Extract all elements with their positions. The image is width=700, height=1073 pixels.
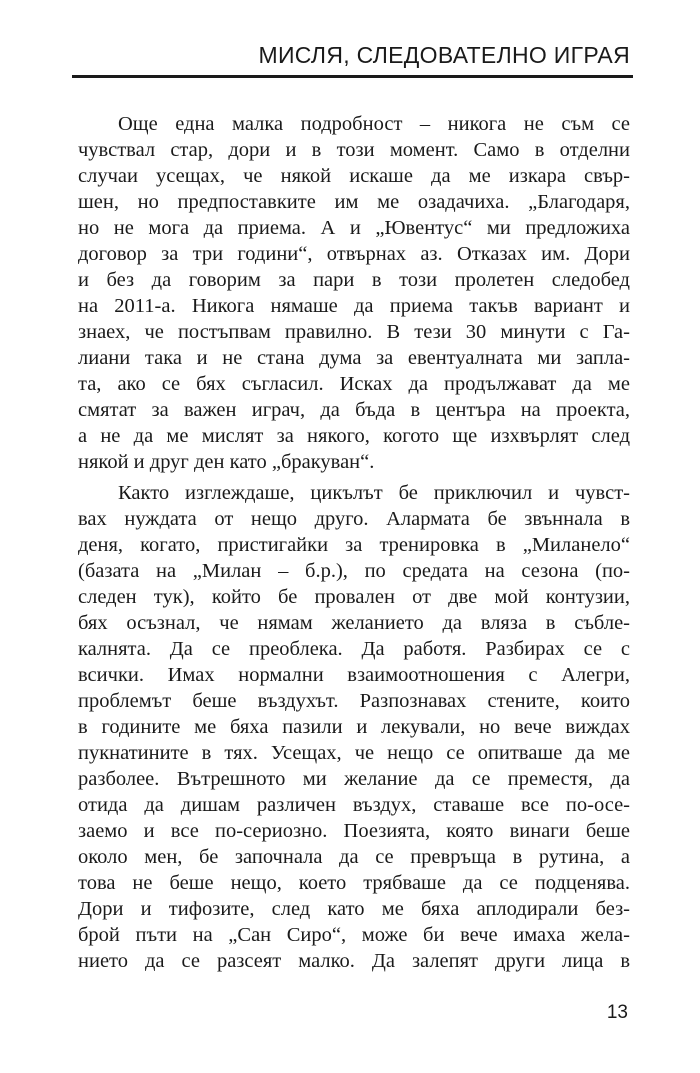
text-line: разболее. Вътрешното ми желание да се преместя, да (78, 768, 630, 790)
text-line: случаи усещах, че някой искаше да ме изкара свър- (78, 165, 630, 187)
text-line: около мен, бе започнала да се превръща в рутина, а (78, 846, 630, 868)
text-line: нието да се разсеят малко. Да залепят други лица в (78, 950, 630, 972)
text-line: в годините ме бяха пазили и лекували, но вече виждах (78, 716, 630, 738)
text-line: чувствал стар, дори и в този момент. Само в отделни (78, 139, 630, 161)
text-line: а не да ме мислят за някого, когото ще изхвърлят след (78, 425, 630, 447)
text-line: всички. Имах нормални взаимоотношения с Алегри, (78, 664, 630, 686)
text-line: следен тук), който бе провален от две мой контузии, (78, 586, 630, 608)
text-line: шен, но предпоставките им ме озадачиха. „Благодаря, (78, 191, 630, 213)
text-line: Както изглеждаше, цикълът бе приключил и чувст- (118, 482, 630, 504)
text-line: вах нуждата от нещо друго. Алармата бе звъннала в (78, 508, 630, 530)
header-rule (72, 75, 633, 78)
text-line: (базата на „Милан – б.р.), по средата на сезона (по- (78, 560, 630, 582)
text-line: договор за три години“, отвърнах аз. Отказах им. Дори (78, 243, 630, 265)
running-head: МИСЛЯ, СЛЕДОВАТЕЛНО ИГРАЯ (258, 42, 630, 68)
text-line: това не беше нещо, което трябваше да се подценява. (78, 872, 630, 894)
paragraph (78, 111, 630, 475)
text-line: но не мога да приема. А и „Ювентус“ ми предложиха (78, 217, 630, 239)
text-line: на 2011-а. Никога нямаше да приема такъв вариант и (78, 295, 630, 317)
text-line: та, ако се бях съгласил. Исках да продължават да ме (78, 373, 630, 395)
text-line: знаех, че постъпвам правилно. В тези 30 минути с Га- (78, 321, 630, 343)
text-line: бях осъзнал, че нямам желанието да вляза в съблe- (78, 612, 630, 634)
text-line: и без да говорим за пари в този пролетен следобед (78, 269, 630, 291)
paragraph (78, 480, 630, 974)
text-line: отида да дишам различен въздух, ставаше все по-осе- (78, 794, 630, 816)
text-line: калнята. Да се преоблека. Да работя. Разбирах се с (78, 638, 630, 660)
text-line: лиани така и не стана дума за евентуалната ми запла- (78, 347, 630, 369)
page-number: 13 (606, 1002, 628, 1023)
text-line: деня, когато, пристигайки за тренировка в „Миланело“ (78, 534, 630, 556)
text-line: заемо и все по-сериозно. Поезията, която винаги беше (78, 820, 630, 842)
text-line: Още една малка подробност – никога не съм се (118, 113, 630, 135)
text-line: брой пъти на „Сан Сиро“, може би вече имаха жела- (78, 924, 630, 946)
text-line: някой и друг ден като „бракуван“. (78, 451, 375, 473)
body-text (78, 111, 630, 974)
text-line: смятат за важен играч, да бъда в центъра на проекта, (78, 399, 630, 421)
text-line: Дори и тифозите, след като ме бяха аплодирали без- (78, 898, 630, 920)
text-line: пукнатините в тях. Усещах, че нещо се опитваше да ме (78, 742, 630, 764)
text-line: проблемът беше въздухът. Разпознавах стените, които (78, 690, 630, 712)
